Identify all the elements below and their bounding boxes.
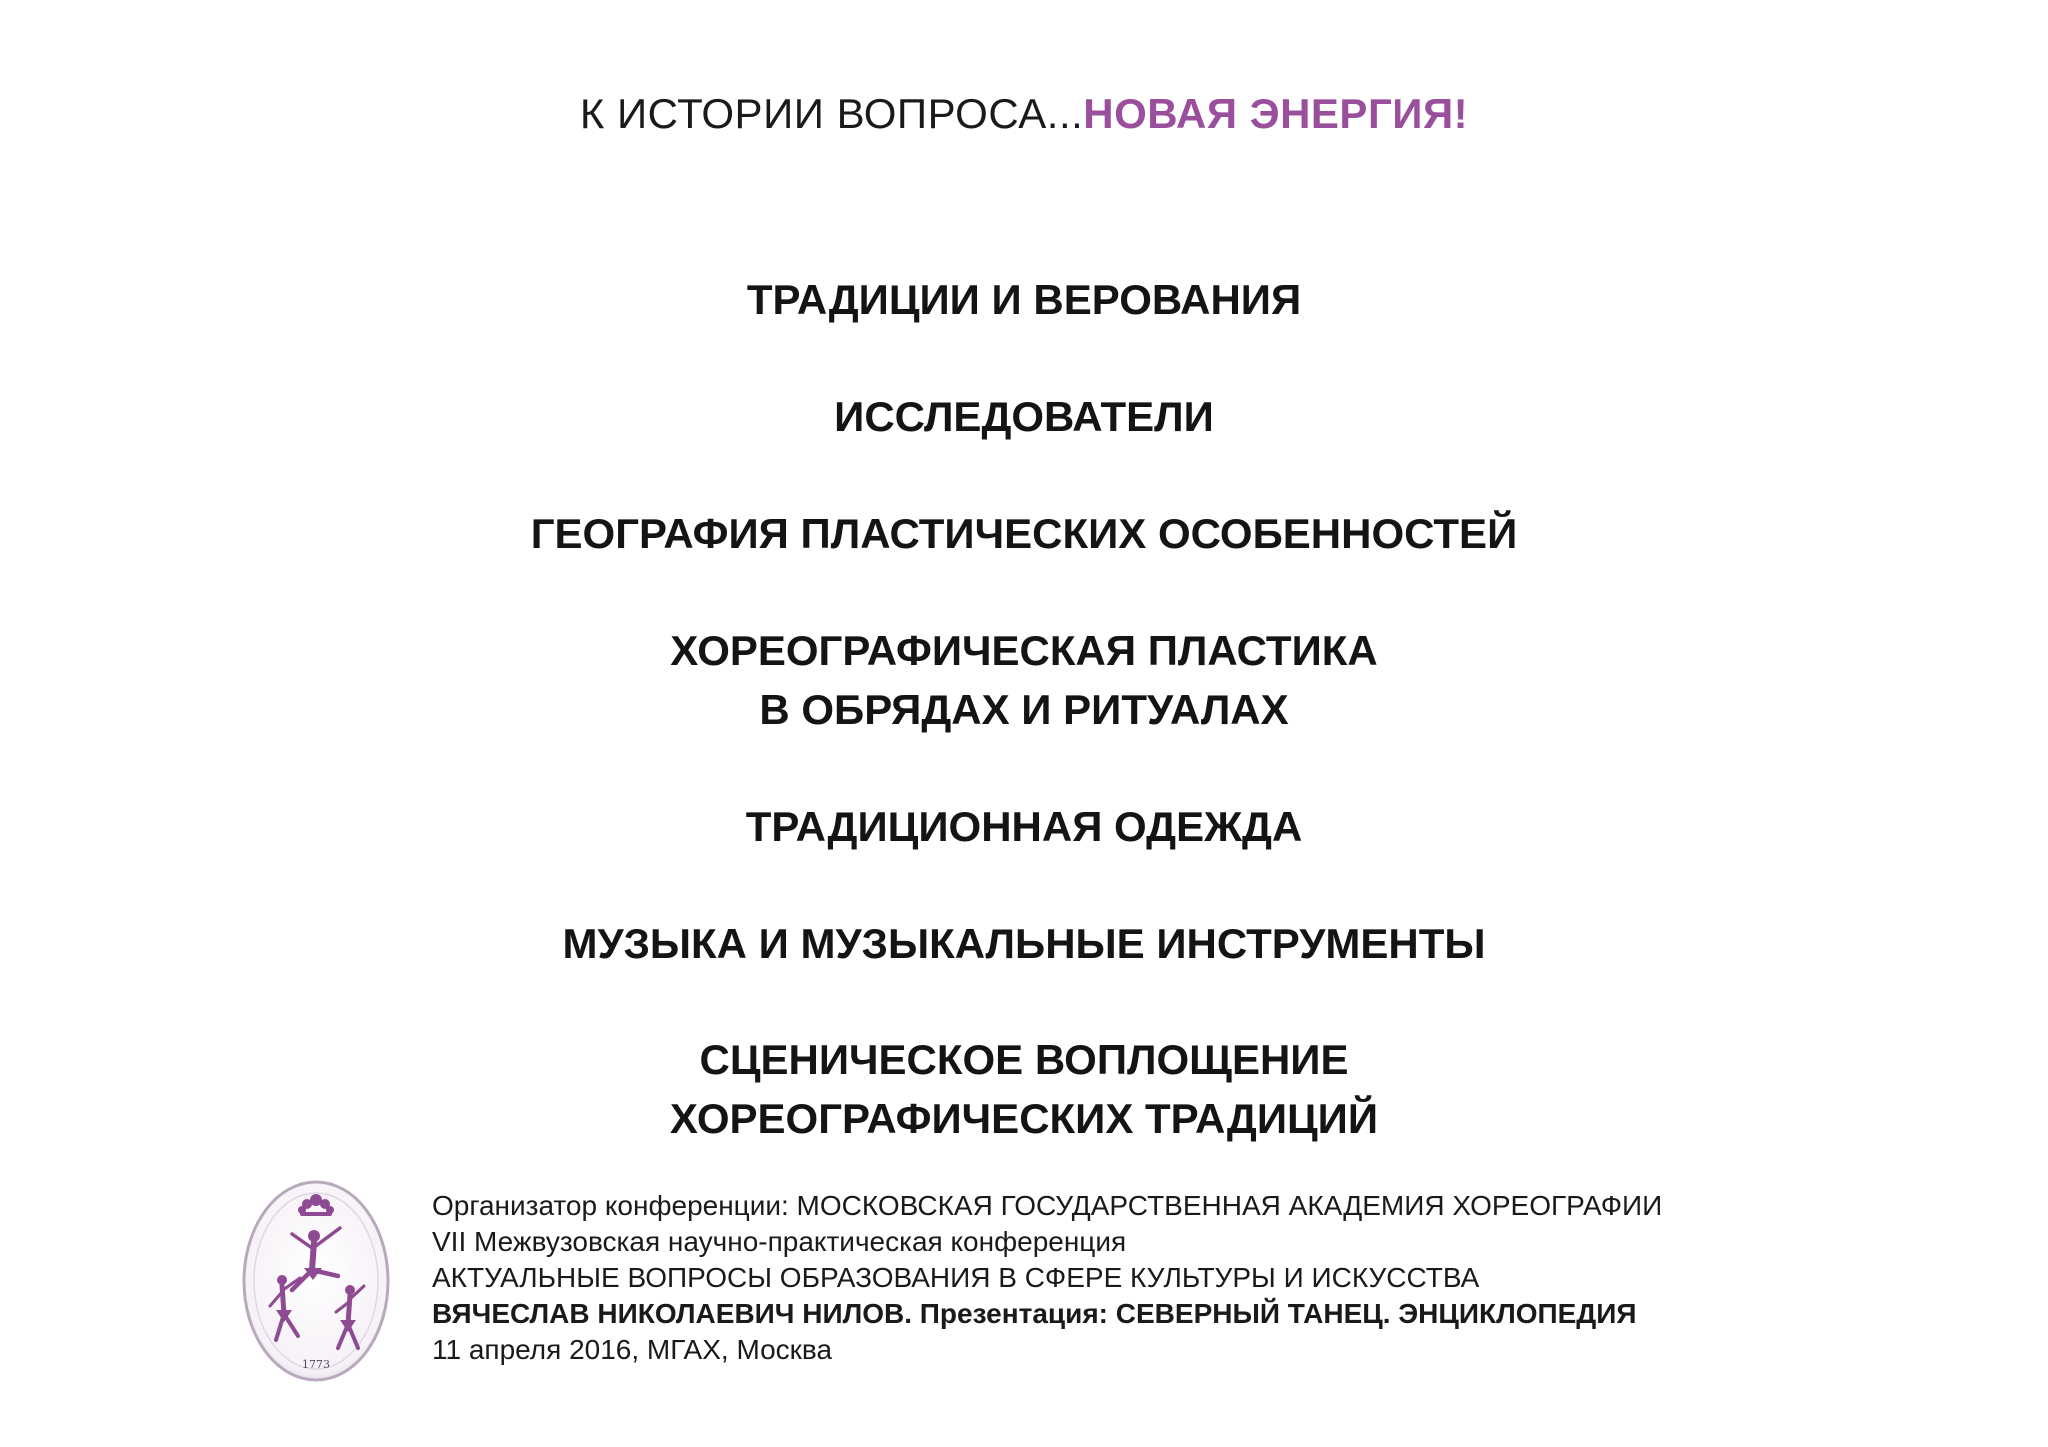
footer-organizer: Организатор конференции: МОСКОВСКАЯ ГОСУДАРСТВЕННАЯ АКАДЕМИЯ ХОРЕОГРАФИИ	[432, 1190, 1663, 1221]
topic-line: ТРАДИЦИОННАЯ ОДЕЖДА	[745, 803, 1303, 850]
title-accent: НОВАЯ ЭНЕРГИЯ!	[1083, 90, 1469, 137]
logo-year: 1773	[302, 1358, 330, 1371]
footer-date-place: 11 апреля 2016, МГАХ, Москва	[432, 1334, 833, 1365]
footer-author: ВЯЧЕСЛАВ НИКОЛАЕВИЧ НИЛОВ. Презентация: СЕВЕРНЫЙ ТАНЕЦ. ЭНЦИКЛОПЕДИЯ	[432, 1298, 1637, 1329]
topic-line: ХОРЕОГРАФИЧЕСКИХ ТРАДИЦИЙ	[669, 1095, 1379, 1142]
footer-theme: АКТУАЛЬНЫЕ ВОПРОСЫ ОБРАЗОВАНИЯ В СФЕРЕ КУЛЬТУРЫ И ИСКУССТВА	[432, 1262, 1480, 1293]
topic-line: ИССЛЕДОВАТЕЛИ	[834, 393, 1214, 440]
topic-line: ТРАДИЦИИ И ВЕРОВАНИЯ	[746, 276, 1302, 323]
footer-conference: VII Межвузовская научно-практическая конференция	[432, 1226, 1127, 1257]
academy-emblem-icon	[240, 1178, 392, 1384]
footer-info	[432, 1188, 1662, 1368]
topic-line: СЦЕНИЧЕСКОЕ ВОПЛОЩЕНИЕ	[699, 1036, 1349, 1083]
topic-line: ХОРЕОГРАФИЧЕСКАЯ ПЛАСТИКА	[670, 627, 1378, 674]
title-prefix: К ИСТОРИИ ВОПРОСА...	[579, 90, 1084, 137]
topic-line: В ОБРЯДАХ И РИТУАЛАХ	[759, 686, 1289, 733]
topic-line: МУЗЫКА И МУЗЫКАЛЬНЫЕ ИНСТРУМЕНТЫ	[562, 920, 1486, 967]
topic-line: ГЕОГРАФИЯ ПЛАСТИЧЕСКИХ ОСОБЕННОСТЕЙ	[530, 510, 1518, 557]
